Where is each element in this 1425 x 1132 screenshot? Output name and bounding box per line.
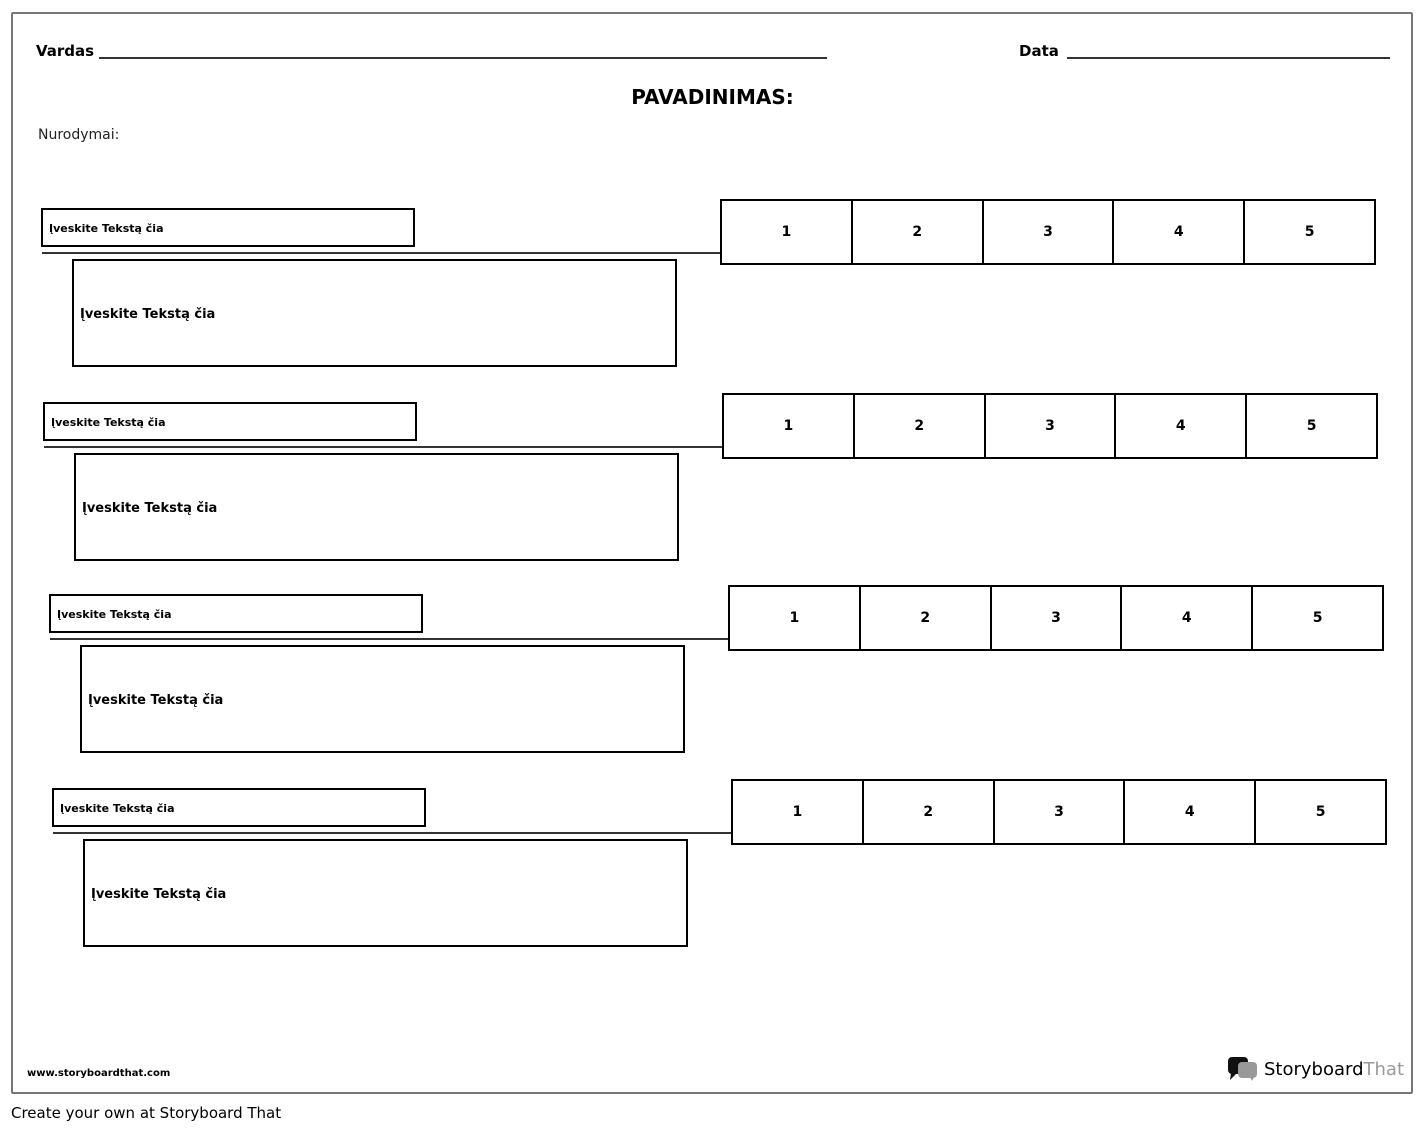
create-link[interactable]: Create your own at Storyboard That xyxy=(11,1104,282,1122)
scale-cell-4[interactable]: 4 xyxy=(1116,395,1247,457)
footer-url: www.storyboardthat.com xyxy=(27,1068,171,1079)
logo-text: Storyboard xyxy=(1264,1058,1364,1080)
scale-cell-3[interactable]: 3 xyxy=(984,201,1115,263)
rating-scale xyxy=(731,779,1387,845)
scale-cell-3[interactable]: 3 xyxy=(995,781,1126,843)
scale-cell-5[interactable]: 5 xyxy=(1306,418,1317,434)
description-textbox[interactable]: Įveskite Tekstą čia xyxy=(80,645,685,753)
scale-cell-1[interactable]: 1 xyxy=(722,201,853,263)
timeline-row xyxy=(52,779,1412,949)
description-textbox[interactable]: Įveskite Tekstą čia xyxy=(74,453,679,561)
scale-cell-1[interactable]: 1 xyxy=(733,781,864,843)
description-textbox[interactable]: Įveskite Tekstą čia xyxy=(83,839,688,947)
scale-cell-2[interactable]: 2 xyxy=(853,201,984,263)
label-textbox[interactable]: Įveskite Tekstą čia xyxy=(49,594,423,633)
page-title: PAVADINIMAS: xyxy=(631,85,794,109)
scale-cell-4[interactable]: 4 xyxy=(1114,201,1245,263)
speech-bubbles-icon xyxy=(1228,1056,1258,1082)
scale-cell-3[interactable]: 3 xyxy=(986,395,1117,457)
timeline-row xyxy=(49,585,1409,755)
instructions: Nurodymai: xyxy=(38,127,120,143)
scale-cell-2[interactable]: 2 xyxy=(855,395,986,457)
scale-cell-4[interactable]: 4 xyxy=(1122,587,1253,649)
scale-cell-5[interactable]: 5 xyxy=(1304,224,1315,240)
rating-scale xyxy=(722,393,1378,459)
date-label: Data xyxy=(1019,42,1059,60)
description-textbox[interactable]: Įveskite Tekstą čia xyxy=(72,259,677,367)
label-textbox[interactable]: Įveskite Tekstą čia xyxy=(41,208,415,247)
logo-text-that: That xyxy=(1363,1058,1405,1080)
storyboardthat-logo xyxy=(1228,1056,1404,1082)
scale-cell-2[interactable]: 2 xyxy=(861,587,992,649)
divider-line xyxy=(42,252,721,254)
divider-line xyxy=(50,638,729,640)
timeline-row xyxy=(41,199,1401,369)
scale-cell-1[interactable]: 1 xyxy=(724,395,855,457)
timeline-row xyxy=(43,393,1403,563)
name-field[interactable] xyxy=(99,57,827,59)
label-textbox[interactable]: Įveskite Tekstą čia xyxy=(43,402,417,441)
name-label: Vardas xyxy=(36,42,95,60)
divider-line xyxy=(53,832,732,834)
scale-cell-5[interactable]: 5 xyxy=(1312,610,1323,626)
scale-cell-2[interactable]: 2 xyxy=(864,781,995,843)
scale-cell-3[interactable]: 3 xyxy=(992,587,1123,649)
scale-cell-1[interactable]: 1 xyxy=(730,587,861,649)
scale-cell-5[interactable]: 5 xyxy=(1315,804,1326,820)
divider-line xyxy=(44,446,723,448)
rating-scale xyxy=(728,585,1384,651)
rating-scale xyxy=(720,199,1376,265)
scale-cell-4[interactable]: 4 xyxy=(1125,781,1256,843)
date-field[interactable] xyxy=(1067,57,1390,59)
label-textbox[interactable]: Įveskite Tekstą čia xyxy=(52,788,426,827)
